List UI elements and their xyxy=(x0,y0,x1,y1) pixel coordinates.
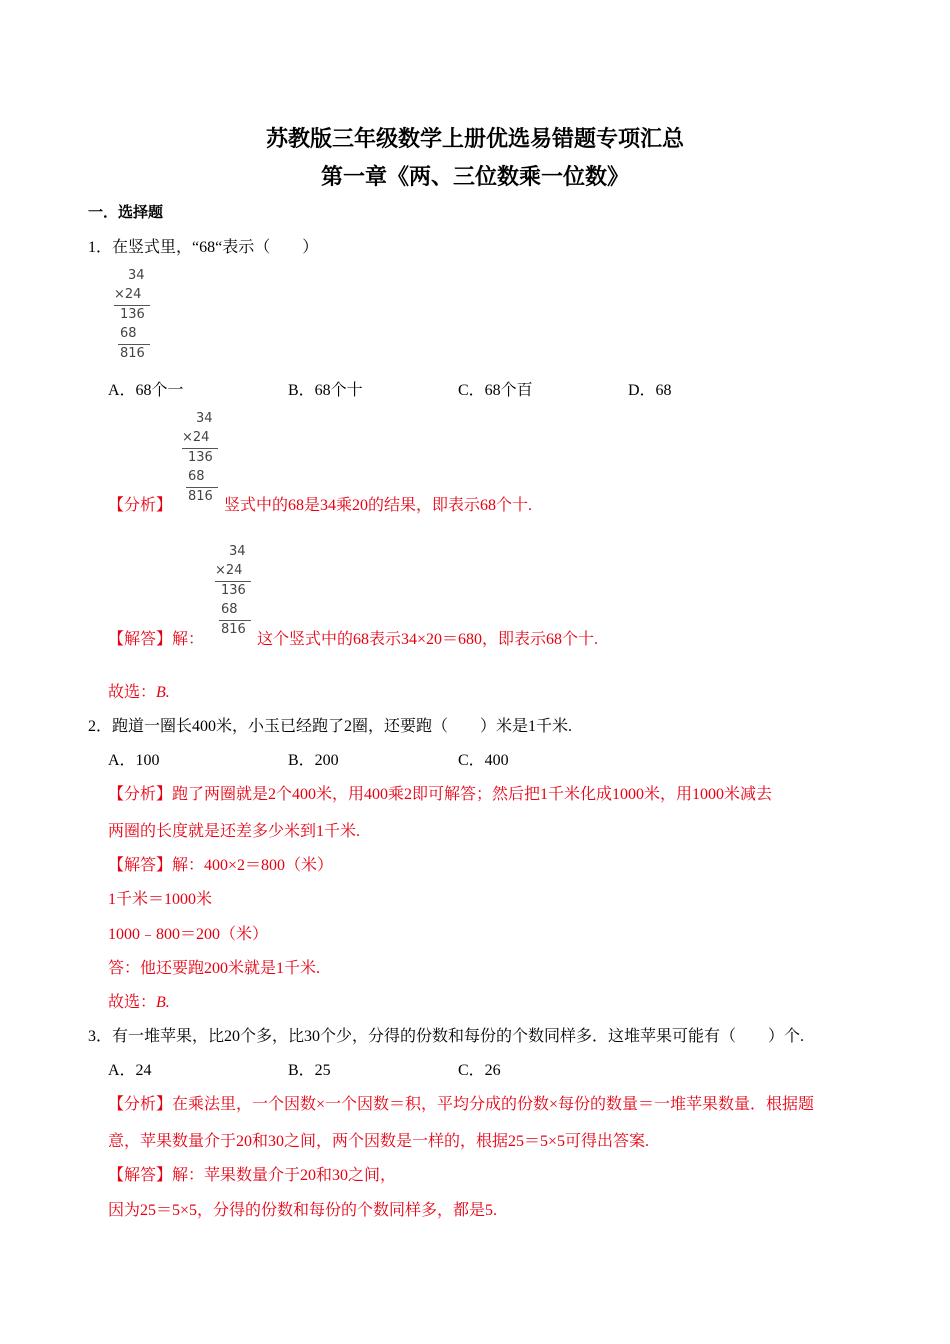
calc-result: 816 xyxy=(188,489,213,504)
q1-choice-value: B. xyxy=(156,684,170,701)
q1-analysis-calc xyxy=(180,411,230,509)
q1-answer-tag: 【解答】解： xyxy=(108,631,205,648)
q2-analysis-line-1: 【分析】跑了两圈就是2个400米，用400乘2即可解答；然后把1千米化成1000米，用1000米减去 xyxy=(108,786,773,803)
calc-multiplier: ×24 xyxy=(182,430,210,445)
q1-choice xyxy=(108,679,170,702)
q3-option-c: C．26 xyxy=(458,1062,501,1079)
q2-choice xyxy=(108,989,170,1012)
q1-option-d: D．68 xyxy=(628,382,672,399)
calc-result: 816 xyxy=(221,622,246,637)
q1-analysis-tag: 【分析】 xyxy=(108,497,173,514)
calc-partial-2: 68 xyxy=(120,326,137,341)
q2-answer-line-1: 【解答】解：400×2＝800（米） xyxy=(108,857,334,874)
q1-option-b: B．68个十 xyxy=(288,382,363,399)
q1-text: 1．在竖式里，“68“表示（ ） xyxy=(88,239,319,256)
q2-choice-prefix: 故选： xyxy=(108,994,157,1011)
q1-choice-prefix: 故选： xyxy=(108,684,157,701)
calc-line xyxy=(219,620,251,621)
q1-option-a: A．68个一 xyxy=(108,382,184,399)
q1-vertical-calc xyxy=(112,268,162,366)
calc-partial-1: 136 xyxy=(120,307,145,322)
section-heading: 一．选择题 xyxy=(88,205,164,221)
calc-multiplicand: 34 xyxy=(128,268,145,283)
q1-analysis: 竖式中的68是34乘20的结果，即表示68个十. xyxy=(224,497,533,514)
q1-answer: 这个竖式中的68表示34×20＝680，即表示68个十. xyxy=(257,631,599,648)
q1-answer-calc xyxy=(213,544,263,642)
q2-analysis-line-2: 两圈的长度就是还差多少米到1千米. xyxy=(108,823,361,840)
calc-partial-2: 68 xyxy=(221,602,238,617)
calc-multiplier: ×24 xyxy=(114,287,142,302)
q3-analysis-line-1: 【分析】在乘法里，一个因数×一个因数＝积，平均分成的份数×每份的数量＝一堆苹果数量．根据题 xyxy=(108,1096,815,1113)
calc-multiplicand: 34 xyxy=(196,411,213,426)
q2-answer-line-2: 1千米＝1000米 xyxy=(108,891,213,908)
q3-option-a: A．24 xyxy=(108,1062,152,1079)
q3-answer-line-1: 【解答】解：苹果数量介于20和30之间， xyxy=(108,1167,397,1184)
calc-multiplier: ×24 xyxy=(215,563,243,578)
calc-partial-2: 68 xyxy=(188,469,205,484)
q3-option-b: B．25 xyxy=(288,1062,331,1079)
q3-text: 3．有一堆苹果，比20个多，比30个少，分得的份数和每份的个数同样多．这堆苹果可能有（ ）个. xyxy=(88,1028,805,1045)
q2-answer-line-3: 1000﹣800＝200（米） xyxy=(108,926,269,943)
calc-line xyxy=(215,581,251,582)
page-title: 苏教版三年级数学上册优选易错题专项汇总 xyxy=(265,126,684,151)
q3-answer-line-2: 因为25＝5×5，分得的份数和每份的个数同样多，都是5. xyxy=(108,1202,498,1219)
q1-option-c: C．68个百 xyxy=(458,382,533,399)
q2-text: 2．跑道一圈长400米，小玉已经跑了2圈，还要跑（ ）米是1千米. xyxy=(88,718,573,735)
q3-analysis-line-2: 意，苹果数量介于20和30之间，两个因数是一样的，根据25＝5×5可得出答案. xyxy=(108,1133,650,1150)
calc-line xyxy=(186,487,218,488)
calc-line xyxy=(118,344,150,345)
q2-option-c: C．400 xyxy=(458,752,509,769)
q2-answer-line-4: 答：他还要跑200米就是1千米. xyxy=(108,960,321,977)
calc-line xyxy=(182,448,218,449)
calc-partial-1: 136 xyxy=(188,450,213,465)
calc-line xyxy=(114,305,150,306)
q2-option-b: B．200 xyxy=(288,752,339,769)
calc-result: 816 xyxy=(120,346,145,361)
calc-multiplicand: 34 xyxy=(229,544,246,559)
q2-choice-value: B. xyxy=(156,994,170,1011)
calc-partial-1: 136 xyxy=(221,583,246,598)
page-subtitle: 第一章《两、三位数乘一位数》 xyxy=(320,164,629,189)
q2-option-a: A．100 xyxy=(108,752,160,769)
